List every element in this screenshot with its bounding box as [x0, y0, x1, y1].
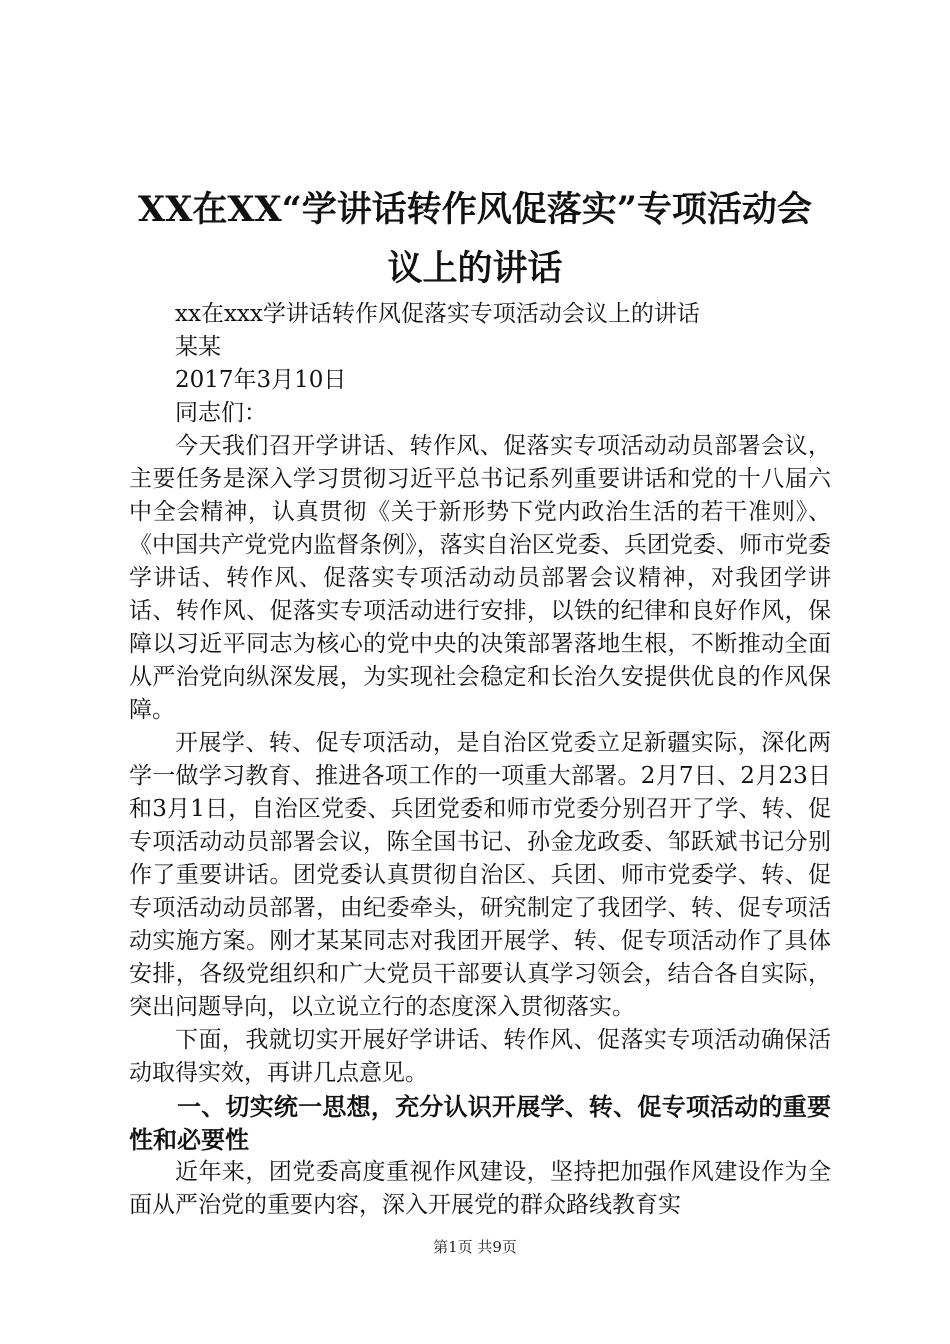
- document-body: [129, 298, 831, 1222]
- subtitle-paragraph: xx在xxx学讲话转作风促落实专项活动会议上的讲话: [175, 301, 700, 327]
- document-title-line-2: 议上的讲话: [387, 248, 563, 289]
- body-paragraph: 近年来，团党委高度重视作风建设，坚持把加强作风建设作为全面从严治党的重要内容，深入开展党的群众路线教育实: [129, 1159, 831, 1218]
- section-heading: 一、切实统一思想，充分认识开展学、转、促专项活动的重要性和必要性: [129, 1092, 831, 1154]
- body-paragraph: 下面，我就切实开展好学讲话、转作风、促落实专项活动确保活动取得实效，再讲几点意见。: [129, 1027, 831, 1086]
- speech-date: 2017年3月10日: [175, 367, 347, 393]
- page-footer: 第1页 共9页: [433, 1238, 517, 1256]
- body-paragraph: 开展学、转、促专项活动，是自治区党委立足新疆实际，深化两学一做学习教育、推进各项工作的一项重大部署。2月7日、2月23日和3月1日，自治区党委、兵团党委和师市党委分别召开了学、转、促专项活动动员部署会议，陈全国书记、孙金龙政委、邹跃斌书记分别作了重要讲话。团党委认真贯彻自治区、兵团、师市党委学、转、促专项活动动员部署，由纪委牵头，研究制定了我团学、转、促专项活动实施方案。刚才某某同志对我团开展学、转、促专项活动作了具体安排，各级党组织和广大党员干部要认真学习领会，结合各自实际，突出问题导向，以立说立行的态度深入贯彻落实。: [129, 730, 831, 1020]
- speaker-name: 某某: [175, 334, 221, 360]
- salutation: 同志们：: [175, 400, 267, 426]
- body-paragraph: 今天我们召开学讲话、转作风、促落实专项活动动员部署会议，主要任务是深入学习贯彻习近平总书记系列重要讲话和党的十八届六中全会精神，认真贯彻《关于新形势下党内政治生活的若干准则》、《中国共产党党内监督条例》，落实自治区党委、兵团党委、师市党委学讲话、转作风、促落实专项活动动员部署会议精神，对我团学讲话、转作风、促落实专项活动进行安排，以铁的纪律和良好作风，保障以习近平同志为核心的党中央的决策部署落地生根，不断推动全面从严治党向纵深发展，为实现社会稳定和长治久安提供优良的作风保障。: [129, 433, 831, 723]
- document-title-line-1: XX在XX“学讲话转作风促落实”专项活动会: [138, 189, 812, 230]
